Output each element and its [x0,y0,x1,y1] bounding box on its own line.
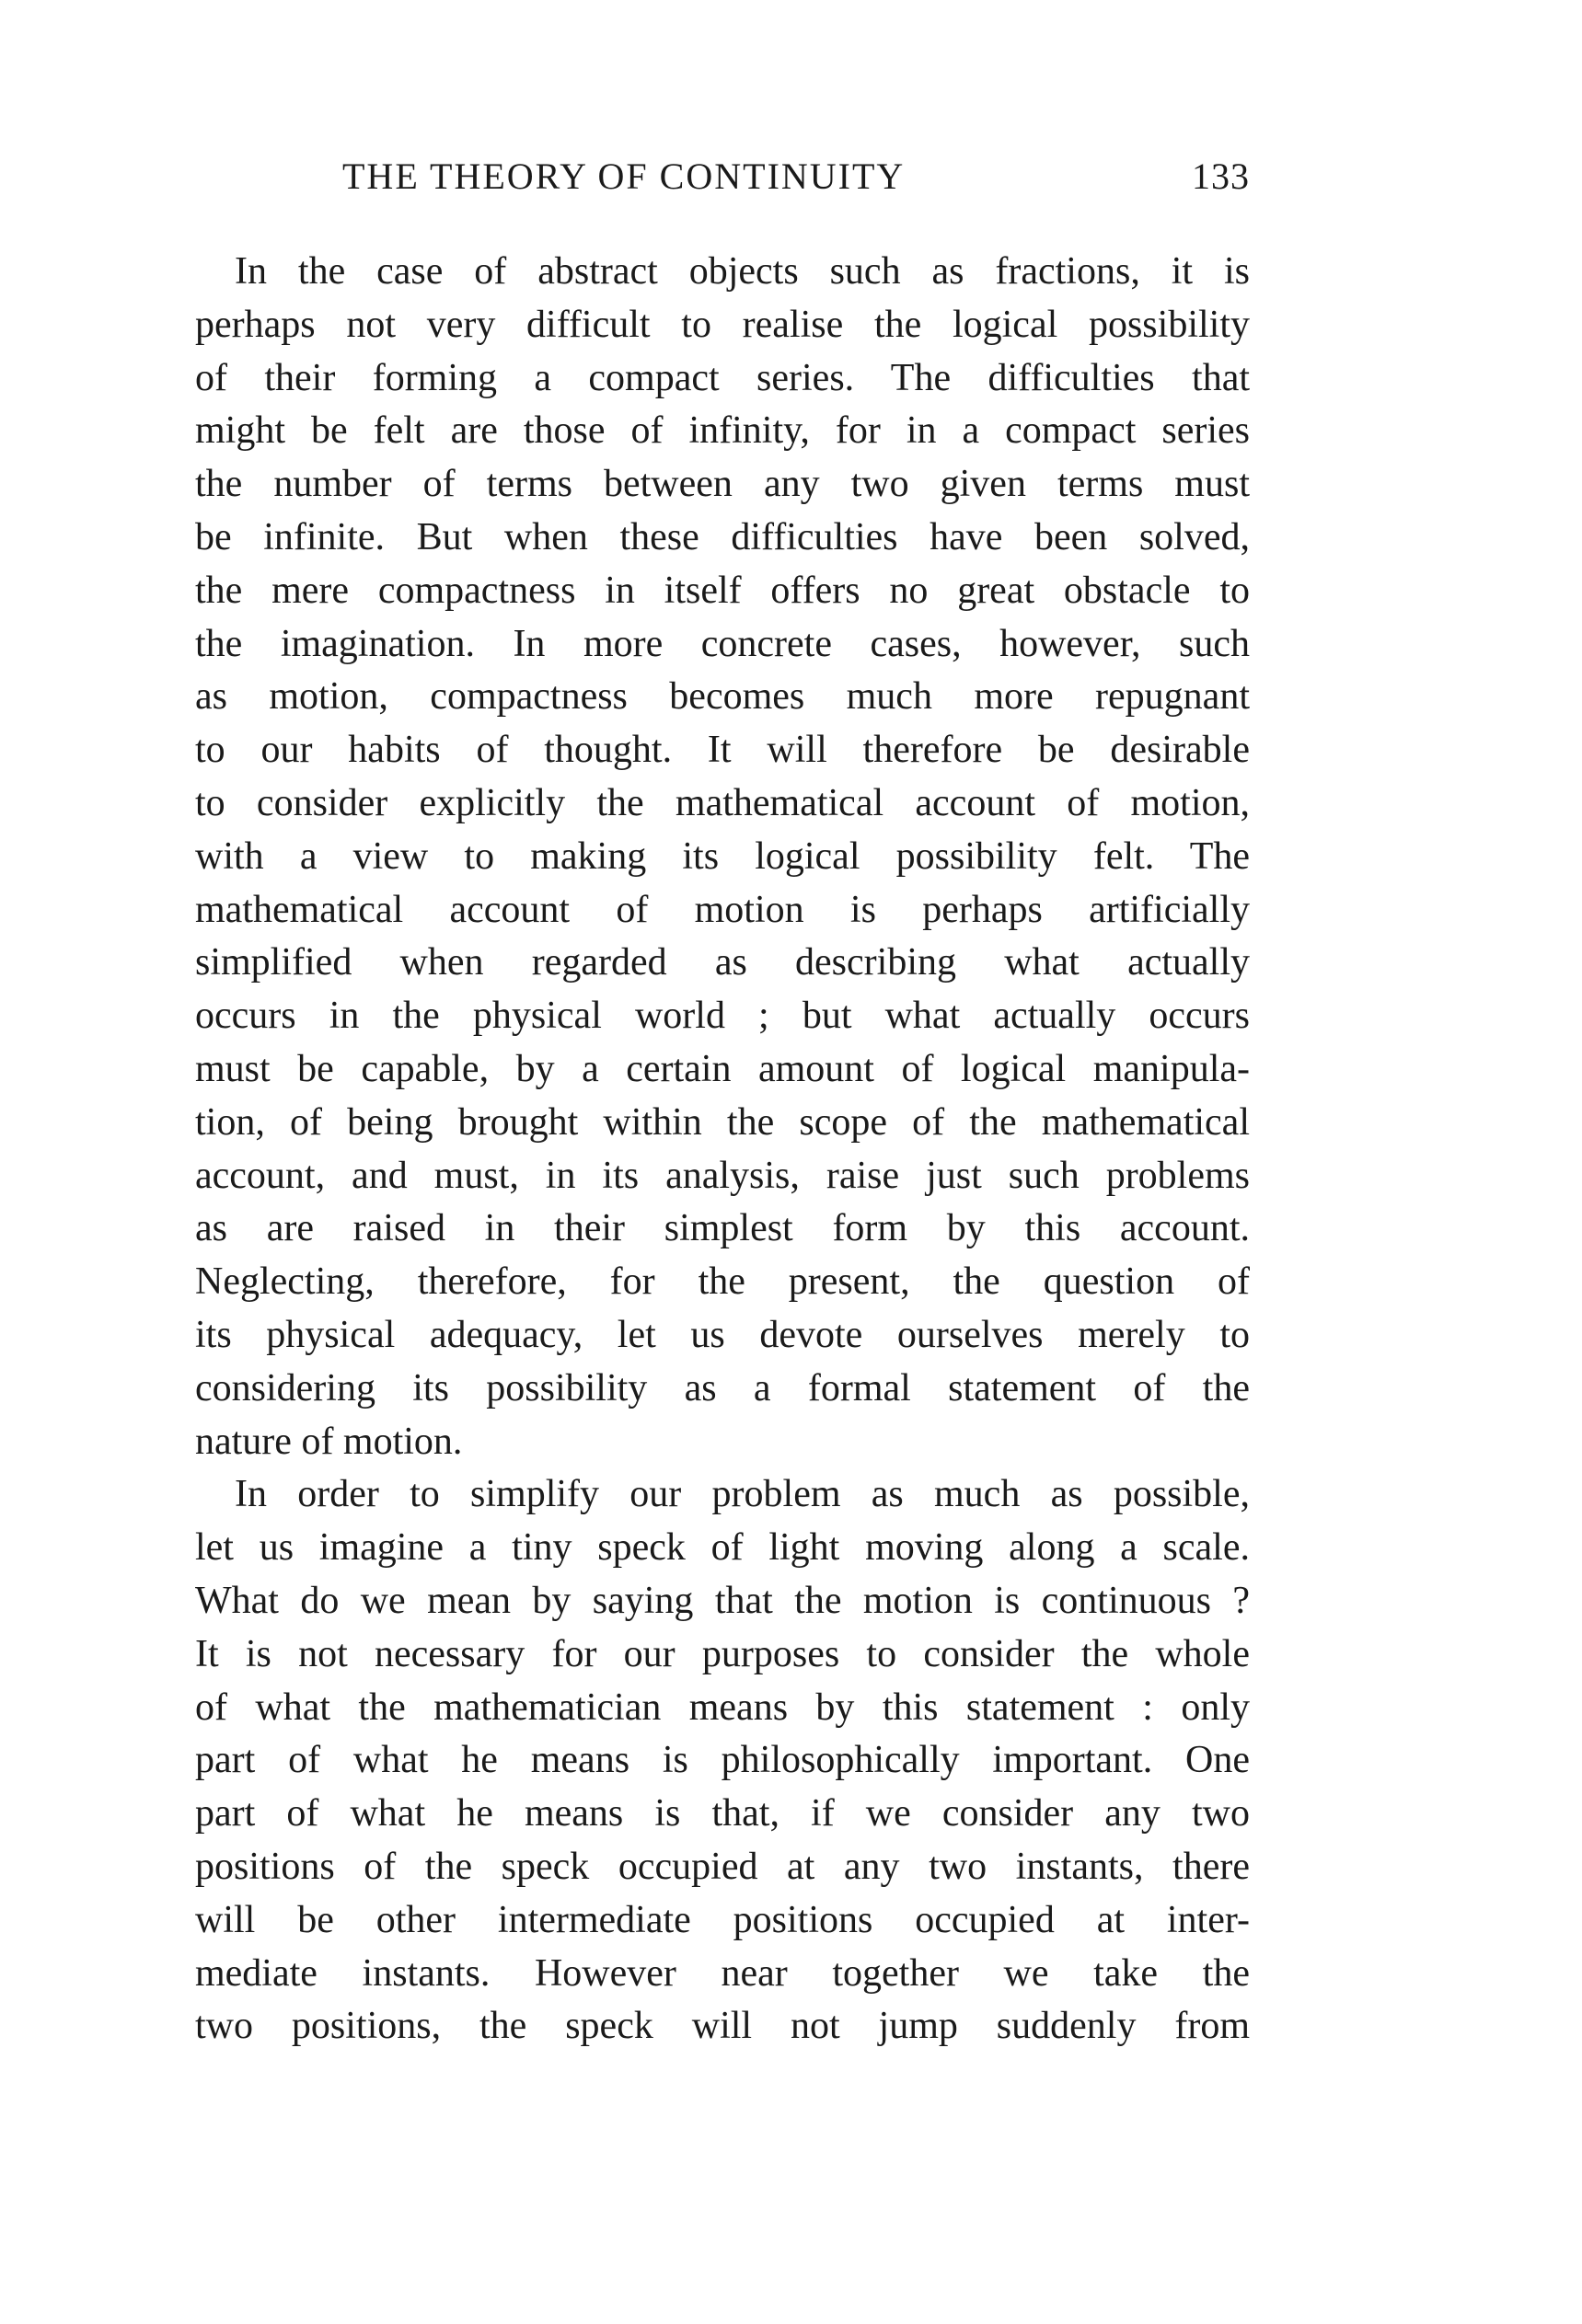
text-line: two positions, the speck will not jump suddenly from [195,2005,1250,2048]
text-line: part of what he means is philosophically important. One [195,1739,1250,1782]
text-line: mathematical account of motion is perhaps artificially [195,888,1250,931]
text-line: It is not necessary for our purposes to consider the whole [195,1632,1250,1675]
text-line: as are raised in their simplest form by this account. [195,1207,1250,1250]
text-line: the mere compactness in itself offers no great obstacle to [195,569,1250,612]
text-line: In the case of abstract objects such as fractions, it is [235,250,1250,293]
text-line: account, and must, in its analysis, raise just such problems [195,1154,1250,1197]
text-line: of what the mathematician means by this statement : only [195,1685,1250,1729]
text-line: be infinite. But when these difficulties have been solved, [195,515,1250,558]
text-line: the imagination. In more concrete cases, however, such [195,622,1250,665]
text-line: with a view to making its logical possibility felt. The [195,834,1250,878]
text-line: as motion, compactness becomes much more repugnant [195,675,1250,719]
text-line: the number of terms between any two given terms must [195,463,1250,506]
text-line: positions of the speck occupied at any two instants, there [195,1845,1250,1888]
text-line: let us imagine a tiny speck of light moving along a scale. [195,1526,1250,1570]
text-line: to consider explicitly the mathematical account of motion, [195,781,1250,824]
running-title: THE THEORY OF CONTINUITY [342,155,906,197]
text-line: mediate instants. However near together we take the [195,1951,1250,1995]
page-number: 133 [1192,155,1250,197]
text-line: will be other intermediate positions occupied at inter- [195,1898,1250,1941]
text-line: its physical adequacy, let us devote ourselves merely to [195,1313,1250,1356]
page-header [195,155,1250,210]
text-line: might be felt are those of infinity, for in a compact series [195,409,1250,453]
text-line: considering its possibility as a formal statement of the [195,1366,1250,1409]
text-line: to our habits of thought. It will therefore be desirable [195,729,1250,772]
text-line: part of what he means is that, if we consider any two [195,1792,1250,1835]
text-line: perhaps not very difficult to realise the logical possibility [195,303,1250,346]
text-line: nature of motion. [195,1420,463,1463]
text-line: In order to simplify our problem as much as possible, [235,1473,1250,1516]
text-line: of their forming a compact series. The difficulties that [195,356,1250,399]
text-line: tion, of being brought within the scope of the mathematical [195,1100,1250,1144]
text-line: occurs in the physical world ; but what actually occurs [195,995,1250,1038]
text-line: simplified when regarded as describing what actually [195,941,1250,984]
text-line: must be capable, by a certain amount of logical manipula- [195,1047,1250,1090]
text-line: Neglecting, therefore, for the present, the question of [195,1260,1250,1304]
body-text [195,246,1250,2054]
text-line: What do we mean by saying that the motion is continuous ? [195,1579,1250,1622]
